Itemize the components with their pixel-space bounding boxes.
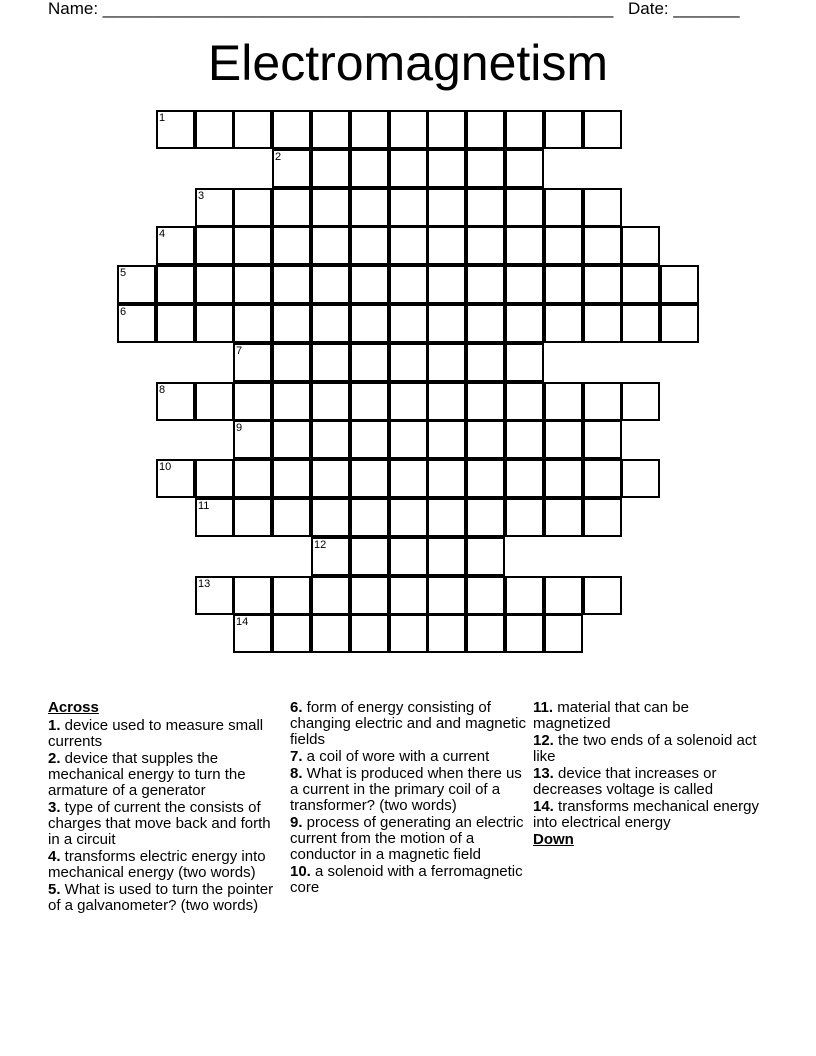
grid-cell[interactable]	[311, 498, 350, 537]
cell-number: 3	[198, 190, 205, 202]
grid-cell[interactable]	[311, 226, 350, 265]
grid-cell[interactable]	[466, 265, 505, 304]
across-heading: Across	[48, 699, 99, 716]
grid-cell[interactable]	[195, 226, 234, 265]
clues-column-3	[533, 700, 765, 850]
clues-column-1	[48, 700, 280, 915]
grid-cell[interactable]	[427, 304, 466, 343]
grid-cell[interactable]	[427, 226, 466, 265]
grid-cell[interactable]	[505, 614, 544, 653]
grid-cell[interactable]	[583, 188, 622, 227]
clue-text: transforms electric energy into mechanical energy (two words)	[48, 848, 266, 881]
grid-cell[interactable]	[544, 188, 583, 227]
grid-cell[interactable]	[660, 304, 699, 343]
grid-cell[interactable]	[583, 304, 622, 343]
cell-number: 7	[236, 345, 243, 357]
grid-cell[interactable]	[427, 537, 466, 576]
grid-cell[interactable]	[350, 188, 389, 227]
grid-cell[interactable]	[156, 226, 195, 265]
grid-cell[interactable]	[272, 576, 311, 615]
grid-cell[interactable]	[583, 110, 622, 149]
grid-cell[interactable]	[156, 265, 195, 304]
grid-cell[interactable]	[311, 110, 350, 149]
clues-column-2	[290, 700, 526, 897]
grid-cell[interactable]	[272, 498, 311, 537]
clue-across-12	[533, 733, 765, 765]
grid-cell[interactable]	[350, 110, 389, 149]
grid-cell[interactable]	[195, 304, 234, 343]
grid-cell[interactable]	[505, 188, 544, 227]
grid-cell[interactable]	[583, 382, 622, 421]
grid-cell[interactable]	[311, 149, 350, 188]
grid-cell[interactable]	[621, 459, 660, 498]
grid-cell[interactable]	[311, 576, 350, 615]
grid-cell[interactable]	[350, 382, 389, 421]
grid-cell[interactable]	[505, 304, 544, 343]
grid-cell[interactable]	[505, 576, 544, 615]
grid-cell[interactable]	[544, 304, 583, 343]
grid-cell[interactable]	[466, 614, 505, 653]
grid-cell[interactable]	[233, 614, 272, 653]
clue-across-7	[290, 749, 526, 765]
cell-number: 9	[236, 422, 243, 434]
grid-cell[interactable]	[350, 149, 389, 188]
grid-cell[interactable]	[350, 576, 389, 615]
cell-number: 4	[159, 228, 166, 240]
grid-cell[interactable]	[233, 420, 272, 459]
grid-cell[interactable]	[233, 498, 272, 537]
clue-across-1	[48, 718, 280, 750]
grid-cell[interactable]	[350, 304, 389, 343]
grid-cell[interactable]	[583, 459, 622, 498]
grid-cell[interactable]	[389, 614, 428, 653]
grid-cell[interactable]	[233, 382, 272, 421]
grid-cell[interactable]	[544, 498, 583, 537]
grid-cell[interactable]	[466, 382, 505, 421]
grid-cell[interactable]	[195, 498, 234, 537]
clue-number: 10.	[290, 863, 311, 880]
grid-cell[interactable]	[427, 459, 466, 498]
cell-number: 14	[236, 616, 249, 628]
grid-cell[interactable]	[389, 110, 428, 149]
grid-cell[interactable]	[156, 110, 195, 149]
grid-cell[interactable]	[466, 226, 505, 265]
grid-cell[interactable]	[233, 304, 272, 343]
clue-text: a coil of wore with a current	[302, 748, 490, 765]
grid-cell[interactable]	[544, 110, 583, 149]
grid-cell[interactable]	[389, 265, 428, 304]
grid-cell[interactable]	[466, 304, 505, 343]
grid-cell[interactable]	[621, 265, 660, 304]
grid-cell[interactable]	[233, 265, 272, 304]
clue-text: process of generating an electric current from the motion of a conductor in a magnetic field	[290, 814, 524, 863]
cell-number: 1	[159, 112, 166, 124]
clue-across-5	[48, 882, 280, 914]
grid-cell[interactable]	[389, 382, 428, 421]
grid-cell[interactable]	[466, 537, 505, 576]
grid-cell[interactable]	[427, 110, 466, 149]
clue-across-6	[290, 700, 526, 748]
grid-cell[interactable]	[389, 343, 428, 382]
grid-cell[interactable]	[311, 343, 350, 382]
grid-cell[interactable]	[427, 188, 466, 227]
grid-cell[interactable]	[427, 420, 466, 459]
clue-across-10	[290, 864, 526, 896]
grid-cell[interactable]	[195, 576, 234, 615]
grid-cell[interactable]	[195, 265, 234, 304]
grid-cell[interactable]	[427, 343, 466, 382]
grid-cell[interactable]	[350, 226, 389, 265]
grid-cell[interactable]	[505, 498, 544, 537]
clue-number: 2.	[48, 750, 61, 767]
grid-cell[interactable]	[195, 110, 234, 149]
clue-number: 4.	[48, 848, 61, 865]
grid-cell[interactable]	[350, 343, 389, 382]
grid-cell[interactable]	[544, 614, 583, 653]
grid-cell[interactable]	[233, 226, 272, 265]
grid-cell[interactable]	[621, 226, 660, 265]
grid-cell[interactable]	[583, 226, 622, 265]
clue-text: material that can be magnetized	[533, 699, 689, 732]
grid-cell[interactable]	[389, 459, 428, 498]
grid-cell[interactable]	[583, 498, 622, 537]
clue-number: 8.	[290, 765, 303, 782]
cell-number: 8	[159, 384, 166, 396]
grid-cell[interactable]	[389, 188, 428, 227]
clue-number: 6.	[290, 699, 303, 716]
grid-cell[interactable]	[311, 459, 350, 498]
grid-cell[interactable]	[272, 614, 311, 653]
grid-cell[interactable]	[427, 614, 466, 653]
grid-cell[interactable]	[311, 304, 350, 343]
grid-cell[interactable]	[621, 304, 660, 343]
down-heading: Down	[533, 831, 574, 848]
clue-text: device used to measure small currents	[48, 717, 264, 750]
clue-text: device that increases or decreases voltage is called	[533, 765, 717, 798]
grid-cell[interactable]	[427, 265, 466, 304]
grid-cell[interactable]	[272, 149, 311, 188]
cell-number: 13	[198, 578, 211, 590]
grid-cell[interactable]	[505, 226, 544, 265]
clue-across-8	[290, 766, 526, 814]
clue-across-4	[48, 849, 280, 881]
cell-number: 11	[198, 500, 210, 512]
grid-cell[interactable]	[156, 382, 195, 421]
clue-across-14	[533, 799, 765, 831]
grid-cell[interactable]	[505, 343, 544, 382]
grid-cell[interactable]	[583, 420, 622, 459]
clue-text: transforms mechanical energy into electrical energy	[533, 798, 759, 831]
grid-cell[interactable]	[621, 382, 660, 421]
grid-cell[interactable]	[233, 576, 272, 615]
clue-across-9	[290, 815, 526, 863]
clue-text: device that supples the mechanical energy to turn the armature of a generator	[48, 750, 246, 799]
grid-cell[interactable]	[583, 265, 622, 304]
grid-cell[interactable]	[505, 110, 544, 149]
clue-number: 13.	[533, 765, 554, 782]
date-field-label: Date: _______	[628, 0, 740, 18]
grid-cell[interactable]	[272, 304, 311, 343]
grid-cell[interactable]	[272, 188, 311, 227]
clue-number: 3.	[48, 799, 61, 816]
grid-cell[interactable]	[505, 459, 544, 498]
clue-text: form of energy consisting of changing electric and and magnetic fields	[290, 699, 526, 748]
clue-across-13	[533, 766, 765, 798]
cell-number: 10	[159, 461, 172, 473]
clue-text: What is produced when there us a current in the primary coil of a transformer? (two words)	[290, 765, 522, 814]
page-title: Electromagnetism	[207, 35, 609, 91]
grid-cell[interactable]	[233, 343, 272, 382]
grid-cell[interactable]	[583, 576, 622, 615]
grid-cell[interactable]	[466, 576, 505, 615]
name-field-label: Name: ______________________________________________________	[48, 0, 614, 18]
grid-cell[interactable]	[350, 614, 389, 653]
grid-cell[interactable]	[350, 537, 389, 576]
grid-cell[interactable]	[389, 576, 428, 615]
grid-cell[interactable]	[544, 226, 583, 265]
clue-text: What is used to turn the pointer of a galvanometer? (two words)	[48, 881, 274, 914]
grid-cell[interactable]	[544, 420, 583, 459]
grid-cell[interactable]	[156, 304, 195, 343]
clue-number: 5.	[48, 881, 61, 898]
grid-cell[interactable]	[505, 149, 544, 188]
clue-across-2	[48, 751, 280, 799]
grid-cell[interactable]	[427, 576, 466, 615]
grid-cell[interactable]	[544, 265, 583, 304]
clue-number: 7.	[290, 748, 303, 765]
grid-cell[interactable]	[505, 265, 544, 304]
grid-cell[interactable]	[156, 459, 195, 498]
grid-cell[interactable]	[389, 537, 428, 576]
clue-text: a solenoid with a ferromagnetic core	[290, 863, 523, 896]
grid-cell[interactable]	[466, 498, 505, 537]
grid-cell[interactable]	[350, 265, 389, 304]
grid-cell[interactable]	[350, 420, 389, 459]
grid-cell[interactable]	[117, 265, 156, 304]
grid-cell[interactable]	[427, 149, 466, 188]
clue-number: 12.	[533, 732, 554, 749]
cell-number: 2	[275, 151, 282, 163]
grid-cell[interactable]	[272, 226, 311, 265]
grid-cell[interactable]	[311, 614, 350, 653]
grid-cell[interactable]	[272, 459, 311, 498]
clue-number: 1.	[48, 717, 61, 734]
grid-cell[interactable]	[389, 498, 428, 537]
grid-cell[interactable]	[389, 149, 428, 188]
grid-cell[interactable]	[350, 459, 389, 498]
clue-across-11	[533, 700, 765, 732]
grid-cell[interactable]	[311, 188, 350, 227]
clue-number: 9.	[290, 814, 303, 831]
grid-cell[interactable]	[466, 420, 505, 459]
grid-cell[interactable]	[272, 265, 311, 304]
grid-cell[interactable]	[544, 576, 583, 615]
grid-cell[interactable]	[389, 304, 428, 343]
grid-cell[interactable]	[544, 459, 583, 498]
grid-cell[interactable]	[427, 498, 466, 537]
cell-number: 5	[120, 267, 127, 279]
grid-cell[interactable]	[389, 226, 428, 265]
clue-number: 14.	[533, 798, 554, 815]
grid-cell[interactable]	[272, 110, 311, 149]
clue-text: type of current the consists of charges that move back and forth in a circuit	[48, 799, 271, 848]
grid-cell[interactable]	[466, 188, 505, 227]
cell-number: 6	[120, 306, 127, 318]
clue-number: 11.	[533, 699, 554, 716]
grid-cell[interactable]	[311, 420, 350, 459]
grid-cell[interactable]	[233, 188, 272, 227]
grid-cell[interactable]	[272, 420, 311, 459]
grid-cell[interactable]	[195, 459, 234, 498]
grid-cell[interactable]	[660, 265, 699, 304]
grid-cell[interactable]	[233, 459, 272, 498]
cell-number: 12	[314, 539, 327, 551]
clue-text: the two ends of a solenoid act like	[533, 732, 757, 765]
grid-cell[interactable]	[466, 343, 505, 382]
grid-cell[interactable]	[466, 110, 505, 149]
grid-cell[interactable]	[350, 498, 389, 537]
grid-cell[interactable]	[544, 382, 583, 421]
grid-cell[interactable]	[505, 420, 544, 459]
grid-cell[interactable]	[466, 149, 505, 188]
grid-cell[interactable]	[311, 265, 350, 304]
grid-cell[interactable]	[117, 304, 156, 343]
grid-cell[interactable]	[272, 343, 311, 382]
grid-cell[interactable]	[233, 110, 272, 149]
clue-across-3	[48, 800, 280, 848]
grid-cell[interactable]	[195, 188, 234, 227]
grid-cell[interactable]	[272, 382, 311, 421]
grid-cell[interactable]	[505, 382, 544, 421]
grid-cell[interactable]	[195, 382, 234, 421]
grid-cell[interactable]	[311, 382, 350, 421]
grid-cell[interactable]	[311, 537, 350, 576]
grid-cell[interactable]	[427, 382, 466, 421]
grid-cell[interactable]	[389, 420, 428, 459]
grid-cell[interactable]	[466, 459, 505, 498]
